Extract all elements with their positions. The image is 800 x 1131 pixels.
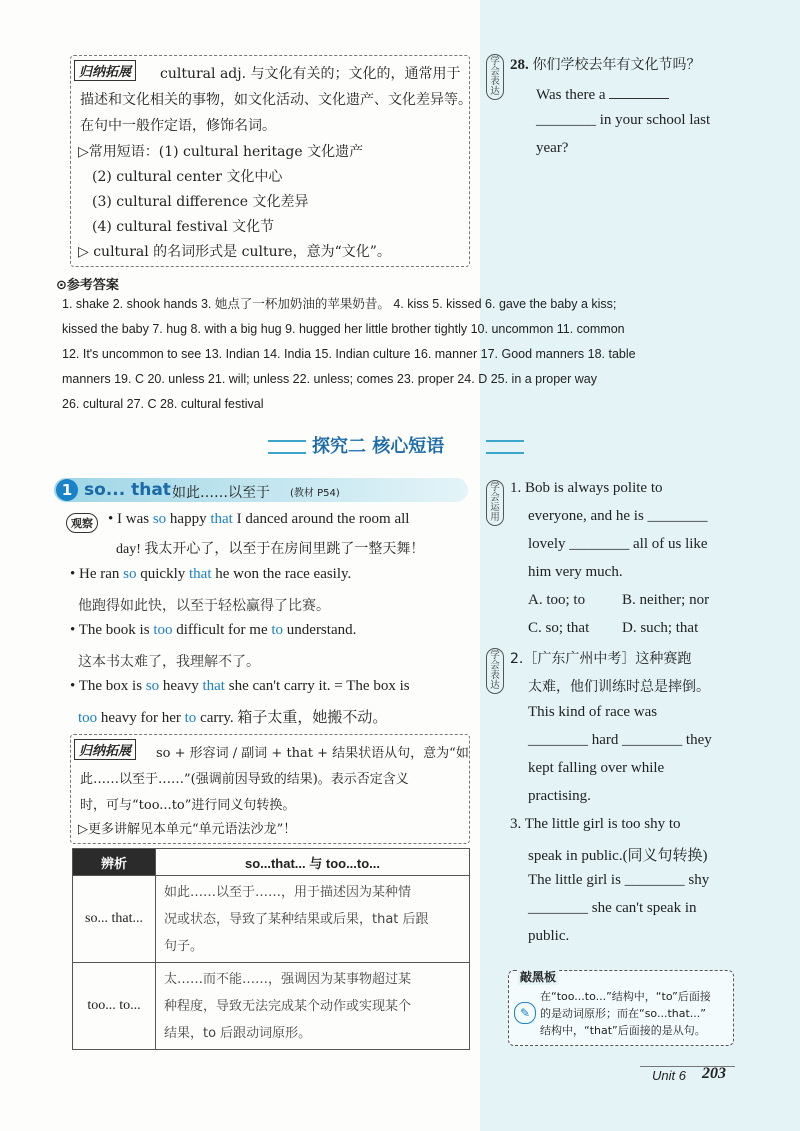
- example-3: • The book is too difficult for me to understand.: [70, 622, 357, 638]
- induction-tag: 归纳拓展: [74, 739, 136, 760]
- box1-line-8: ▷ cultural 的名词形式是 culture，意为“文化”。: [78, 244, 391, 260]
- desc-line: 太……而不能……，强调因为某事物超过某: [164, 971, 412, 987]
- option-d[interactable]: D. such; that: [622, 620, 699, 636]
- desc-line: 句子。: [164, 938, 204, 954]
- box1-line-3: 在句中一般作定语，修饰名词。: [80, 118, 276, 134]
- table-row: [73, 876, 470, 963]
- desc-line: 结果，to 后跟动词原形。: [164, 1025, 312, 1041]
- q2-line-6: practising.: [528, 788, 591, 804]
- q2-line-3: This kind of race was: [528, 704, 658, 720]
- table-desc: [156, 963, 470, 1050]
- q2-line-2: 太难，他们训练时总是摔倒。: [528, 679, 710, 695]
- textbook-ref: (教材 P54): [290, 488, 340, 499]
- example-4: • The box is so heavy that she can't carry it. = The box is: [70, 678, 410, 694]
- table-term: so... that...: [73, 876, 156, 963]
- answer-key-body: [62, 292, 742, 417]
- desc-line: 种程度，导致无法完成某个动作或实现某个: [164, 998, 412, 1014]
- section-title: 探究二 核心短语: [312, 436, 445, 457]
- option-b[interactable]: B. neither; nor: [622, 592, 710, 608]
- learn-express-badge: 学会表达: [486, 648, 504, 694]
- box1-line-4: ▷常用短语：(1) cultural heritage 文化遗产: [78, 144, 364, 160]
- q3-line-4: ________ she can't speak in: [528, 900, 697, 916]
- table-term: too... to...: [73, 963, 156, 1050]
- box2-line-3: 时，可与“too...to”进行同义句转换。: [80, 798, 296, 813]
- q3-line-3: The little girl is ________ shy: [528, 872, 710, 888]
- example-1-line-2: day! 我太开心了，以至于在房间里跳了一整天舞！: [116, 542, 425, 557]
- box1-line-2: 描述和文化相关的事物，如文化活动、文化遗产、文化差异等。: [80, 92, 472, 108]
- desc-line: 如此……以至于……，用于描述因为某种情: [164, 884, 412, 900]
- pencil-icon: ✎: [514, 1002, 536, 1024]
- q1-line-1: 1. Bob is always polite to: [510, 480, 663, 496]
- answer-line: manners 19. C 20. unless 21. will; unless 22. unless; comes 23. proper 24. D 25. in a proper way: [62, 372, 598, 386]
- table-header-row: [73, 849, 470, 876]
- blackboard-line: 的是动词原形；而在“so...that...”: [540, 1007, 706, 1020]
- q1-line-4: him very much.: [528, 564, 623, 580]
- desc-line: 况或状态，导致了某种结果或后果，that 后跟: [164, 911, 429, 927]
- q28-line-1: Was there a: [536, 84, 669, 104]
- q28-line-2: ________ in your school last: [536, 112, 711, 128]
- example-2: • He ran so quickly that he won the race easily.: [70, 566, 352, 582]
- table-desc: [156, 876, 470, 963]
- blackboard-text: [540, 988, 711, 1039]
- option-c[interactable]: C. so; that: [528, 620, 590, 636]
- point-number: 1: [56, 479, 78, 501]
- box2-line-4: ▷更多讲解见本单元“单元语法沙龙”！: [78, 822, 297, 837]
- induction-tag: 归纳拓展: [74, 60, 136, 81]
- blackboard-line: 在“too...to...”结构中，“to”后面接: [540, 990, 711, 1003]
- q2-line-5: kept falling over while: [528, 760, 665, 776]
- q28-line-3: year?: [536, 140, 569, 156]
- answer-line: 26. cultural 27. C 28. cultural festival: [62, 397, 264, 411]
- example-4-line-2: too heavy for her to carry. 箱子太重，她搬不动。: [78, 710, 388, 726]
- box2-line-2: 此……以至于……”(强调前因导致的结果)。表示否定含义: [80, 772, 409, 787]
- q3-line-5: public.: [528, 928, 570, 944]
- box1-line-7: (4) cultural festival 文化节: [92, 219, 275, 235]
- footer-unit: Unit 6: [652, 1068, 686, 1083]
- learn-apply-badge: 学会运用: [486, 480, 504, 526]
- learn-express-badge: 学会表达: [486, 54, 504, 100]
- comparison-table: [72, 848, 470, 1050]
- q3-line-1: 3. The little girl is too shy to: [510, 816, 681, 832]
- blackboard-title: 敲黑板: [520, 970, 557, 984]
- table-row: [73, 963, 470, 1050]
- example-2-translation: 他跑得如此快，以至于轻松赢得了比赛。: [78, 598, 330, 614]
- observe-tag: 观察: [66, 513, 98, 533]
- example-1: • I was so happy that I danced around the room all: [108, 511, 410, 527]
- q2-line-1: 2.［广东广州中考］这种赛跑: [510, 651, 692, 667]
- section-rule-right: [486, 440, 524, 454]
- point-meaning: 如此……以至于: [172, 485, 270, 501]
- point-phrase: so... that: [84, 480, 171, 500]
- box1-line-5: (2) cultural center 文化中心: [92, 169, 283, 185]
- q1-line-2: everyone, and he is ________: [528, 508, 708, 524]
- example-3-translation: 这本书太难了，我理解不了。: [78, 654, 260, 670]
- compare-tag: 辨析: [73, 849, 156, 876]
- answer-line: kissed the baby 7. hug 8. with a big hug 9. hugged her little brother tightly 10. uncommon 11. common: [62, 322, 625, 336]
- answer-key-title: ⊙参考答案: [56, 278, 119, 293]
- section-rule-left: [268, 440, 306, 454]
- option-a[interactable]: A. too; to: [528, 592, 586, 608]
- answer-line: 1. shake 2. shook hands 3. 她点了一杯加奶油的苹果奶昔。 4. kiss 5. kissed 6. gave the baby a kiss;: [62, 297, 617, 311]
- answer-blank[interactable]: [609, 84, 669, 99]
- box1-line-1: cultural adj. 与文化有关的；文化的，通常用于: [160, 66, 461, 82]
- page-number: 203: [702, 1065, 726, 1082]
- q28-prompt: 28. 你们学校去年有文化节吗？: [510, 57, 701, 73]
- q2-line-4: ________ hard ________ they: [528, 732, 712, 748]
- box1-line-6: (3) cultural difference 文化差异: [92, 194, 309, 210]
- compare-title: so...that... 与 too...to...: [156, 849, 470, 876]
- box2-line-1: so + 形容词 / 副词 + that + 结果状语从句，意为“如: [156, 746, 469, 761]
- blackboard-line: 结构中，“that”后面接的是从句。: [540, 1024, 706, 1037]
- q3-line-2: speak in public.(同义句转换): [528, 848, 708, 864]
- answer-line: 12. It's uncommon to see 13. Indian 14. India 15. Indian culture 16. manner 17. Good manners 18. table: [62, 347, 636, 361]
- q1-line-3: lovely ________ all of us like: [528, 536, 708, 552]
